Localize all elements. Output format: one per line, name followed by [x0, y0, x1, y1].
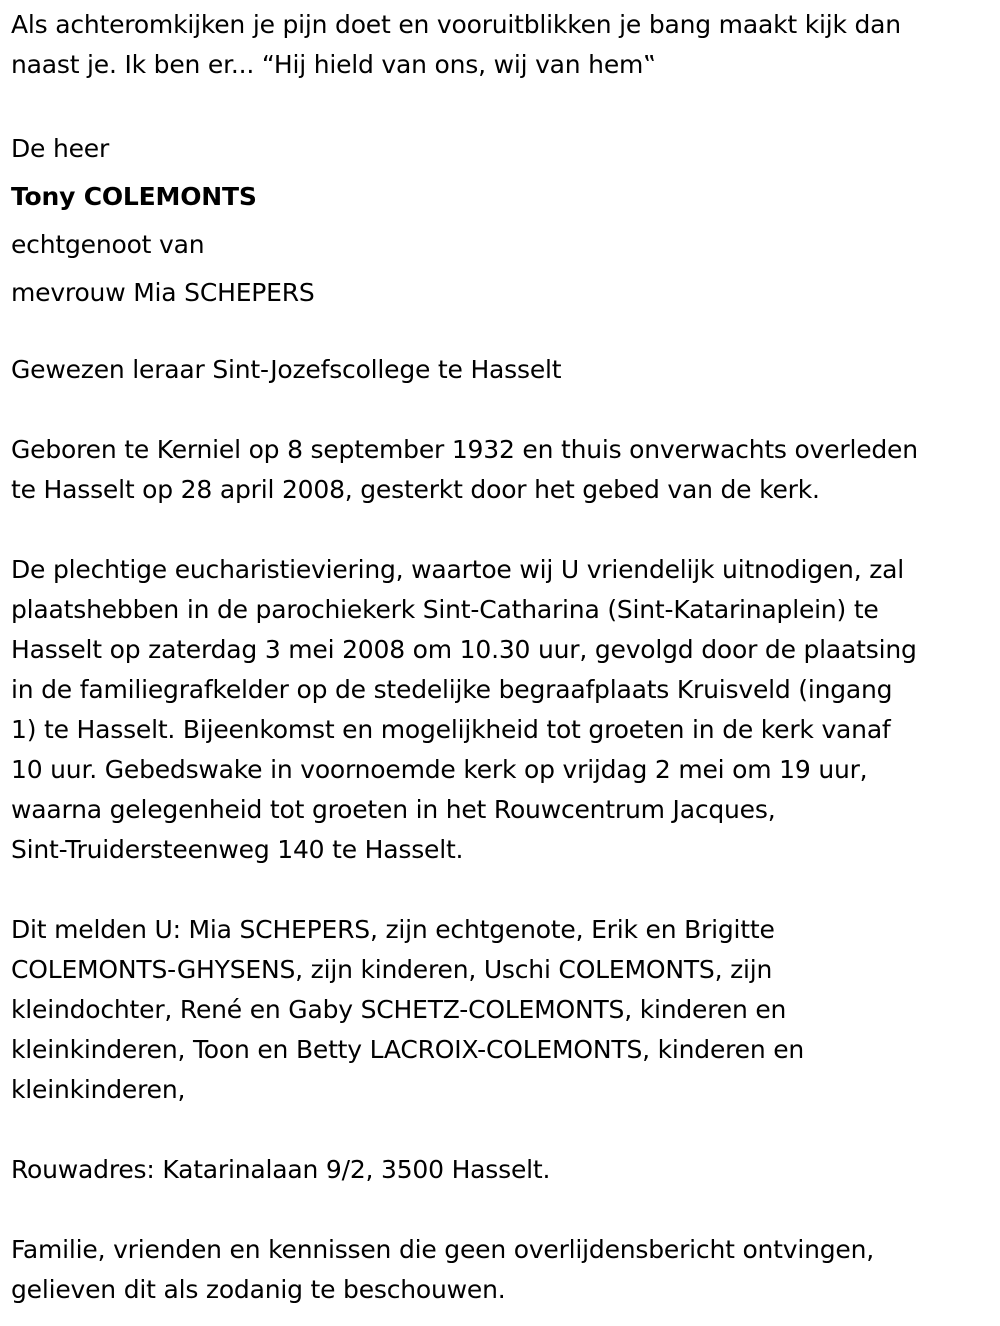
closing-line: Familie, vrienden en kennissen die geen overlijdensbericht ontvingen, — [11, 1235, 875, 1264]
funeral-line: in de familiegrafkelder op de stedelijke begraafplaats Kruisveld (ingang — [11, 675, 893, 704]
mourning-address — [11, 1150, 550, 1190]
birth-death-paragraph — [11, 430, 918, 510]
funeral-line: De plechtige eucharistieviering, waartoe wij U vriendelijk uitnodigen, zal — [11, 555, 904, 584]
funeral-line: 10 uur. Gebedswake in voornoemde kerk op vrijdag 2 mei om 19 uur, — [11, 755, 868, 784]
funeral-paragraph — [11, 550, 917, 870]
birth-death-line: te Hasselt op 28 april 2008, gesterkt door het gebed van de kerk. — [11, 475, 820, 504]
announcers-line: kleindochter, René en Gaby SCHETZ-COLEMONTS, kinderen en — [11, 995, 787, 1024]
deceased-name: Tony COLEMONTS — [11, 182, 257, 211]
birth-death-line: Geboren te Kerniel op 8 september 1932 en thuis onverwachts overleden — [11, 435, 918, 464]
announcers-line: kleinkinderen, Toon en Betty LACROIX-COLEMONTS, kinderen en — [11, 1035, 805, 1064]
spouse-relation: echtgenoot van — [11, 230, 205, 259]
honorific: De heer — [11, 134, 110, 163]
funeral-line: plaatshebben in de parochiekerk Sint-Catharina (Sint-Katarinaplein) te — [11, 595, 879, 624]
closing-line: gelieven dit als zodanig te beschouwen. — [11, 1275, 506, 1304]
funeral-line: waarna gelegenheid tot groeten in het Rouwcentrum Jacques, — [11, 795, 776, 824]
funeral-line: Hasselt op zaterdag 3 mei 2008 om 10.30 uur, gevolgd door de plaatsing — [11, 635, 917, 664]
announcers-line: Dit melden U: Mia SCHEPERS, zijn echtgenote, Erik en Brigitte — [11, 915, 775, 944]
closing-paragraph — [11, 1230, 874, 1310]
opening-quote — [11, 5, 901, 85]
funeral-line: Sint-Truidersteenweg 140 te Hasselt. — [11, 835, 464, 864]
occupation — [11, 350, 561, 390]
funeral-line: 1) te Hasselt. Bijeenkomst en mogelijkheid tot groeten in de kerk vanaf — [11, 715, 891, 744]
spouse-name: mevrouw Mia SCHEPERS — [11, 278, 315, 307]
quote-line: naast je. Ik ben er... “Hij hield van ons, wij van hem‟ — [11, 50, 656, 79]
occupation-line: Gewezen leraar Sint-Jozefscollege te Hasselt — [11, 355, 562, 384]
announcers-paragraph — [11, 910, 804, 1110]
quote-line: Als achteromkijken je pijn doet en vooruitblikken je bang maakt kijk dan — [11, 10, 901, 39]
announcers-line: kleinkinderen, — [11, 1075, 186, 1104]
mourning-address-line: Rouwadres: Katarinalaan 9/2, 3500 Hasselt. — [11, 1155, 551, 1184]
announcers-line: COLEMONTS-GHYSENS, zijn kinderen, Uschi COLEMONTS, zijn — [11, 955, 773, 984]
